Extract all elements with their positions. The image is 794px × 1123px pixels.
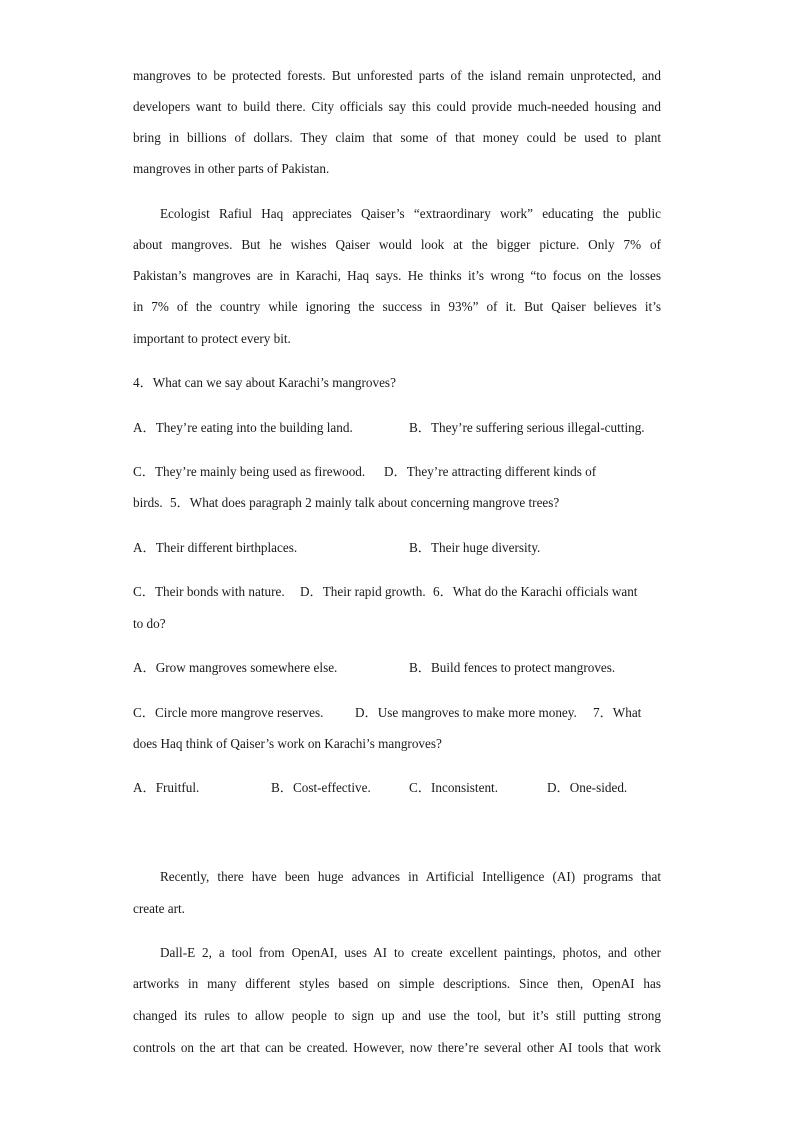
passage-b-para2-line1: Dall-E 2, a tool from OpenAI, uses AI to create excellent paintings, photos, and other xyxy=(160,945,661,960)
passage-b-para1-line1: Recently, there have been huge advances in Artificial Intelligence (AI) programs that xyxy=(160,869,661,884)
passage-a-para1-line2: developers want to build there. City officials say this could provide much-needed housing and xyxy=(133,99,661,114)
q6-option-b: B．Build fences to protect mangroves. xyxy=(409,660,616,675)
passage-a-para1-line4: mangroves in other parts of Pakistan. xyxy=(133,161,330,176)
passage-a-para2-line4: in 7% of the country while ignoring the success in 93%” of it. But Qaiser believes it’s xyxy=(133,299,661,314)
q5-option-c: C．Their bonds with nature. xyxy=(133,584,285,599)
q6-option-c: C．Circle more mangrove reserves. xyxy=(133,705,324,720)
passage-b-para2-line4: controls on the art that can be created. However, now there’re several other AI tools that work xyxy=(133,1040,661,1055)
q7-stem-continued: does Haq think of Qaiser’s work on Karachi’s mangroves? xyxy=(133,736,442,751)
q4-stem: 4．What can we say about Karachi’s mangroves? xyxy=(133,375,396,390)
passage-a-para2-line1: Ecologist Rafiul Haq appreciates Qaiser’s “extraordinary work” educating the public xyxy=(160,206,661,221)
q7-option-b: B．Cost-effective. xyxy=(271,780,371,795)
passage-b-para2-line3: changed its rules to allow people to sign up and use the tool, but it’s still putting strong xyxy=(133,1008,661,1023)
q6-stem: 6．What do the Karachi officials want xyxy=(433,584,638,599)
q5-stem: 5．What does paragraph 2 mainly talk about concerning mangrove trees? xyxy=(170,495,560,510)
q7-option-c: C．Inconsistent. xyxy=(409,780,499,795)
q4-option-b: B．They’re suffering serious illegal-cutting. xyxy=(409,420,645,435)
q5-option-a: A．Their different birthplaces. xyxy=(133,540,298,555)
passage-a-para2-line5: important to protect every bit. xyxy=(133,331,291,346)
q6-option-a: A．Grow mangroves somewhere else. xyxy=(133,660,338,675)
q7-option-a: A．Fruitful. xyxy=(133,780,200,795)
passage-b-para1-line2: create art. xyxy=(133,901,185,916)
passage-b-para2-line2: artworks in many different styles based on simple descriptions. Since then, OpenAI has xyxy=(133,976,661,991)
q4-option-d-continued: birds. xyxy=(133,495,163,510)
passage-a-para2-line2: about mangroves. But he wishes Qaiser would look at the bigger picture. Only 7% of xyxy=(133,237,661,252)
q5-option-d: D．Their rapid growth. xyxy=(300,584,426,599)
passage-a-para2-line3: Pakistan’s mangroves are in Karachi, Haq says. He thinks it’s wrong “to focus on the losses xyxy=(133,268,661,283)
q6-option-d: D．Use mangroves to make more money. xyxy=(355,705,577,720)
q4-option-d: D．They’re attracting different kinds of xyxy=(384,464,597,479)
q4-option-a: A．They’re eating into the building land. xyxy=(133,420,353,435)
q7-stem: 7．What xyxy=(593,705,642,720)
passage-a-para1-line3: bring in billions of dollars. They claim that some of that money could be used to plant xyxy=(133,130,661,145)
passage-a-para1-line1: mangroves to be protected forests. But unforested parts of the island remain unprotected, and xyxy=(133,68,661,83)
q6-stem-continued: to do? xyxy=(133,616,166,631)
q5-option-b: B．Their huge diversity. xyxy=(409,540,541,555)
q7-option-d: D．One-sided. xyxy=(547,780,628,795)
q4-option-c: C．They’re mainly being used as firewood. xyxy=(133,464,366,479)
